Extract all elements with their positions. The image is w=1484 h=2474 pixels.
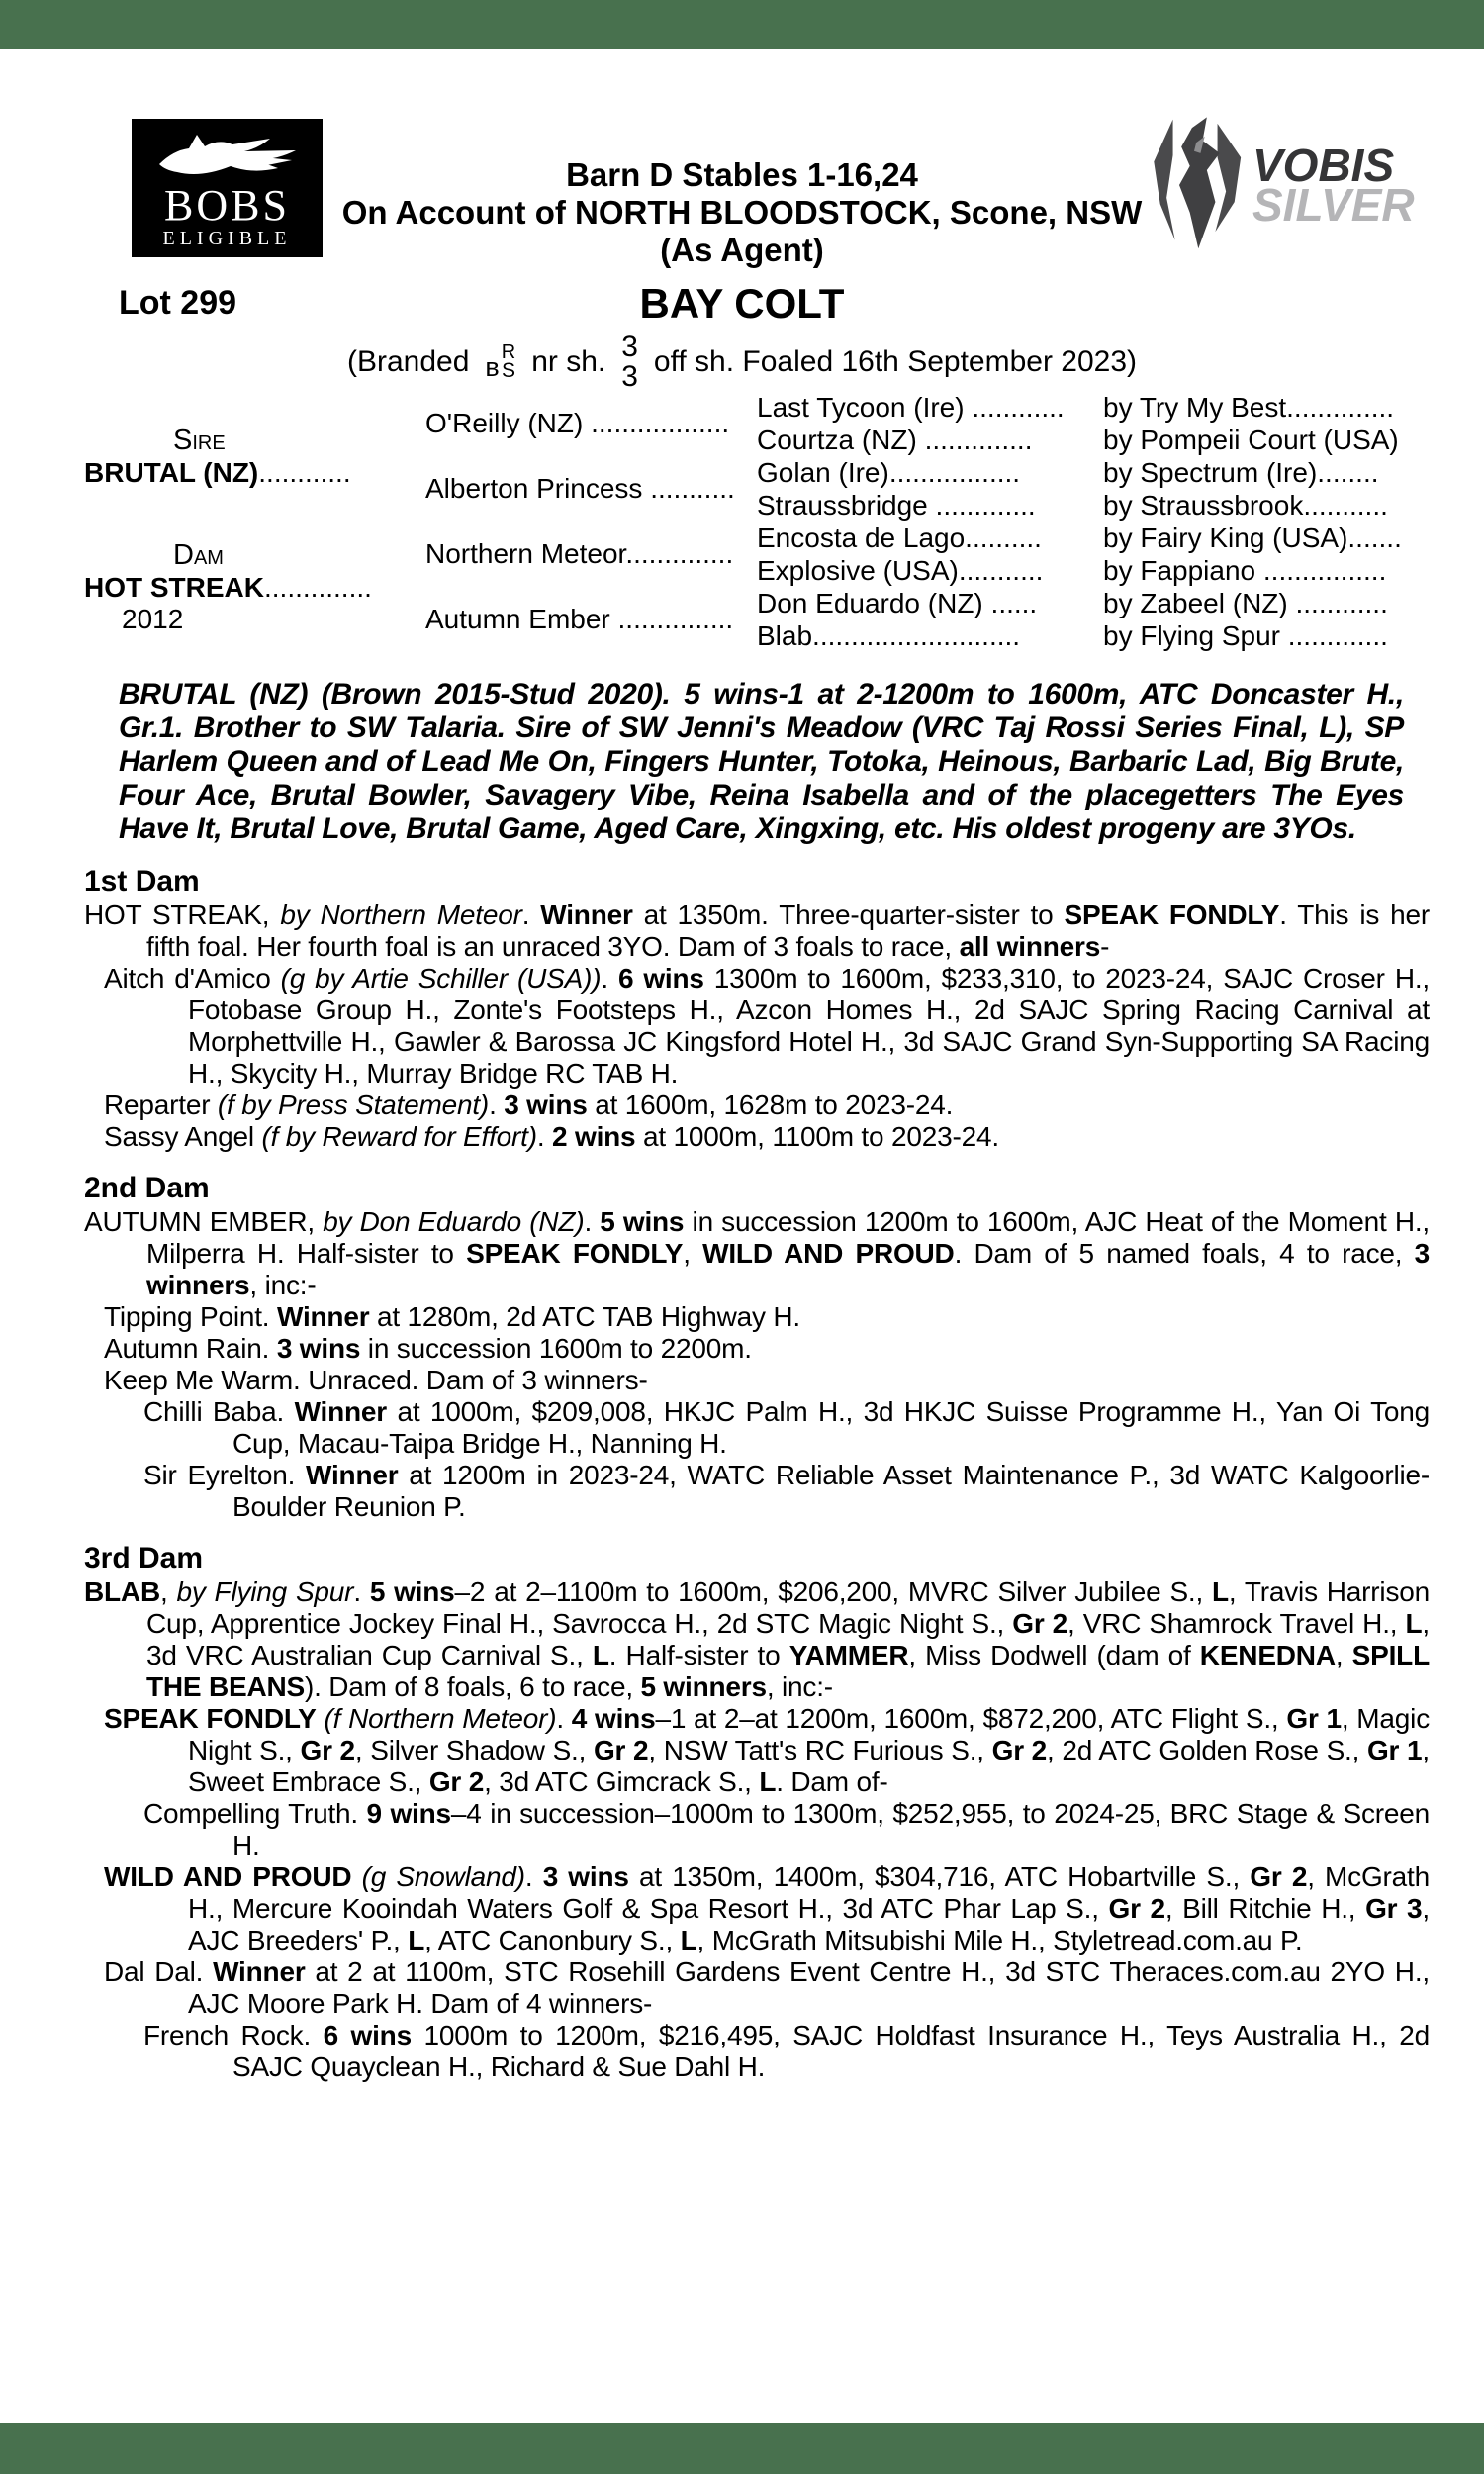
catalogue-entry: Aitch d'Amico (g by Artie Schiller (USA)). 6 wins 1300m to 1600m, $233,310, to 2023-24, SAJC Croser H., Fotobase Group H., Zonte's Footsteps H., Azcon Homes H., 2d SAJC Spring Racing Carnival at Morphettville H., Gawler & Barossa JC Kingsford Hotel H., 3d SAJC Grand Syn-Supporting SA Racing H., Skycity H., Murray Bridge RC TAB H.	[104, 963, 1430, 1089]
sire-block	[84, 391, 425, 522]
catalogue-entry: Compelling Truth. 9 wins–4 in succession–1000m to 1300m, $252,955, to 2024-25, BRC Stage & Screen H.	[143, 1798, 1430, 1860]
lot-number: Lot 299	[119, 284, 237, 322]
ancestor-sire: by Fappiano ................	[1103, 554, 1387, 586]
horse-head-icon	[153, 125, 302, 186]
section-entries-1st-dam	[84, 900, 1430, 1153]
lot-row	[0, 280, 1484, 328]
dam-name	[84, 572, 425, 604]
sire-summary-paragraph: BRUTAL (NZ) (Brown 2015-Stud 2020). 5 wins-1 at 2-1200m to 1600m, ATC Doncaster H., Gr.1. Brother to SW Talaria. Sire of SW Jenni's Meadow (VRC Taj Rossi Series Final, L), SP Harlem Queen and of Lead Me On, Fingers Hunter, Totoka, Heinous, Barbaric Lad, Big Brute, Four Ace, Brutal Bowler, Savagery Vibe, Reina Isabella and of the placegetters The Eyes Have It, Brutal Love, Brutal Game, Aged Care, Xingxing, etc. His oldest progeny are 3YOs.	[119, 678, 1404, 845]
ancestor-sire: by Zabeel (NZ) ............	[1103, 587, 1388, 618]
foal-number-bottom: 3	[621, 360, 638, 393]
catalogue-entry: Reparter (f by Press Statement). 3 wins at 1600m, 1628m to 2023-24.	[104, 1090, 954, 1120]
catalogue-entry: AUTUMN EMBER, by Don Eduardo (NZ). 5 wins in succession 1200m to 1600m, AJC Heat of the Moment H., Milperra H. Half-sister to SPEAK FONDLY, WILD AND PROUD. Dam of 5 named foals, 4 to race, 3 winners, inc:-	[84, 1206, 1431, 1300]
branded-line	[0, 333, 1484, 392]
sire-of-dam: Northern Meteor..............	[425, 538, 734, 569]
sire-of-sire: O'Reilly (NZ) ..................	[425, 408, 730, 438]
catalogue-entry: SPEAK FONDLY (f Northern Meteor). 4 wins–1 at 2–at 1200m, 1600m, $872,200, ATC Flight S., Gr 1, Magic Night S., Gr 2, Silver Shadow S., Gr 2, NSW Tatt's RC Furious S., Gr 2, 2d ATC Golden Rose S., Gr 1, Sweet Embrace S., Gr 2, 3d ATC Gimcrack S., L. Dam of-	[104, 1703, 1430, 1797]
catalogue-entry: Dal Dal. Winner at 2 at 1100m, STC Rosehill Gardens Event Centre H., 3d STC Theraces.com.au 2YO H., AJC Moore Park H. Dam of 4 winners-	[104, 1956, 1430, 2019]
section-heading-2nd-dam: 2nd Dam	[84, 1172, 210, 1204]
ancestor-sire: by Pompeii Court (USA)	[1103, 424, 1399, 455]
brand-mark	[485, 343, 515, 381]
brand-bottom-glyph: S	[501, 359, 515, 382]
catalogue-entry: Sir Eyrelton. Winner at 1200m in 2023-24, WATC Reliable Asset Maintenance P., 3d WATC Kalgoorlie-Boulder Reunion P.	[143, 1460, 1430, 1522]
ancestor-name: Explosive (USA)...........	[757, 554, 1044, 586]
catalogue-entry: HOT STREAK, by Northern Meteor. Winner at 1350m. Three-quarter-sister to SPEAK FONDLY. This is her fifth foal. Her fourth foal is an unraced 3YO. Dam of 3 foals to race, all winners-	[84, 900, 1430, 962]
ancestor-sire: by Spectrum (Ire)........	[1103, 456, 1379, 488]
ancestor-name: Blab...........................	[757, 619, 1021, 651]
section-heading-1st-dam: 1st Dam	[84, 865, 200, 898]
sire-name	[84, 457, 425, 489]
ancestor-sire: by Flying Spur .............	[1103, 619, 1388, 651]
agent-line: (As Agent)	[660, 232, 824, 268]
barn-line: Barn D Stables 1-16,24	[566, 156, 918, 193]
catalogue-entry: French Rock. 6 wins 1000m to 1200m, $216,495, SAJC Holdfast Insurance H., Teys Australia H., 2d SAJC Quayclean H., Richard & Sue Dahl H.	[143, 2020, 1430, 2082]
dam-name-text: HOT STREAK	[84, 571, 264, 603]
catalogue-entry: Sassy Angel (f by Reward for Effort). 2 wins at 1000m, 1100m to 2023-24.	[104, 1121, 999, 1152]
ancestor-name: Golan (Ire).................	[757, 456, 1021, 488]
bobs-eligible-text: ELIGIBLE	[162, 228, 292, 249]
catalogue-entry: WILD AND PROUD (g Snowland). 3 wins at 1350m, 1400m, $304,716, ATC Hobartville S., Gr 2, McGrath H., Mercure Kooindah Waters Golf & Spa Resort H., 3d ATC Phar Lap S., Gr 2, Bill Ritchie H., Gr 3, AJC Breeders' P., L, ATC Canonbury S., L, McGrath Mitsubishi Mile H., Styletread.com.au P.	[104, 1861, 1431, 1955]
ancestor-name: Don Eduardo (NZ) ......	[757, 587, 1038, 618]
catalogue-content	[84, 391, 1430, 2083]
vendor-header	[326, 156, 1158, 269]
account-line: On Account of NORTH BLOODSTOCK, Scone, NSW	[341, 194, 1143, 231]
section-heading-3rd-dam: 3rd Dam	[84, 1542, 204, 1574]
bottom-border-bar	[0, 2423, 1484, 2474]
ancestor-name: Straussbridge .............	[757, 489, 1036, 521]
near-shoulder-label: nr sh.	[531, 345, 606, 378]
ancestor-name: Last Tycoon (Ire) ............	[757, 391, 1065, 423]
brand-main-glyph: ʙ	[485, 352, 500, 382]
dam-of-dam: Autumn Ember ...............	[425, 604, 734, 634]
section-entries-2nd-dam	[84, 1206, 1430, 1523]
ancestor-sire: by Fairy King (USA).......	[1103, 522, 1402, 553]
vobis-silver-logo	[1140, 111, 1437, 259]
top-border-bar	[0, 0, 1484, 49]
catalogue-entry: Tipping Point. Winner at 1280m, 2d ATC TAB Highway H.	[104, 1301, 800, 1332]
dam-block	[84, 522, 425, 652]
foal-number-stack	[621, 333, 638, 392]
sire-name-text: BRUTAL (NZ)	[84, 456, 259, 488]
sire-leader-dots: ............	[258, 456, 351, 488]
sire-label: Sire	[173, 424, 226, 456]
catalogue-entry: Autumn Rain. 3 wins in succession 1600m to 2200m.	[104, 1333, 752, 1364]
bobs-logo-text: BOBS	[164, 181, 290, 230]
dam-leader-dots: ..............	[264, 571, 372, 603]
catalogue-entry: BLAB, by Flying Spur. 5 wins–2 at 2–1100m to 1600m, $206,200, MVRC Silver Jubilee S., L, Travis Harrison Cup, Apprentice Jockey Final H., Savrocca H., 2d STC Magic Night S., Gr 2, VRC Shamrock Travel H., L, 3d VRC Australian Cup Carnival S., L. Half-sister to YAMMER, Miss Dodwell (dam of KENEDNA, SPILL THE BEANS). Dam of 8 foals, 6 to race, 5 winners, inc:-	[84, 1576, 1430, 1702]
ancestor-name: Courtza (NZ) ..............	[757, 424, 1033, 455]
dam-year: 2012	[122, 603, 184, 634]
vobis-silver-text: SILVER	[1252, 179, 1415, 231]
catalogue-entry: Chilli Baba. Winner at 1000m, $209,008, HKJC Palm H., 3d HKJC Suisse Programme H., Yan Oi Tong Cup, Macau-Taipa Bridge H., Nanning H.	[143, 1396, 1430, 1459]
section-entries-3rd-dam	[84, 1576, 1430, 2083]
catalogue-entry: Keep Me Warm. Unraced. Dam of 3 winners-	[104, 1365, 648, 1395]
vobis-logo-text: VOBIS	[1252, 140, 1395, 191]
dam-of-sire: Alberton Princess ...........	[425, 473, 735, 504]
dam-label: Dam	[173, 538, 224, 571]
ancestor-name: Encosta de Lago..........	[757, 522, 1042, 553]
pedigree-table	[84, 391, 1430, 652]
page-title: BAY COLT	[639, 280, 845, 327]
ancestor-sire: by Straussbrook...........	[1103, 489, 1388, 521]
bobs-eligible-logo	[132, 119, 323, 257]
branded-prefix: (Branded	[346, 345, 470, 378]
brand-top-glyph: R	[501, 341, 516, 363]
foaled-line: off sh. Foaled 16th September 2023)	[653, 345, 1138, 378]
foal-number-top: 3	[621, 331, 638, 363]
brand-stack	[502, 343, 515, 381]
ancestor-sire: by Try My Best..............	[1103, 391, 1395, 423]
